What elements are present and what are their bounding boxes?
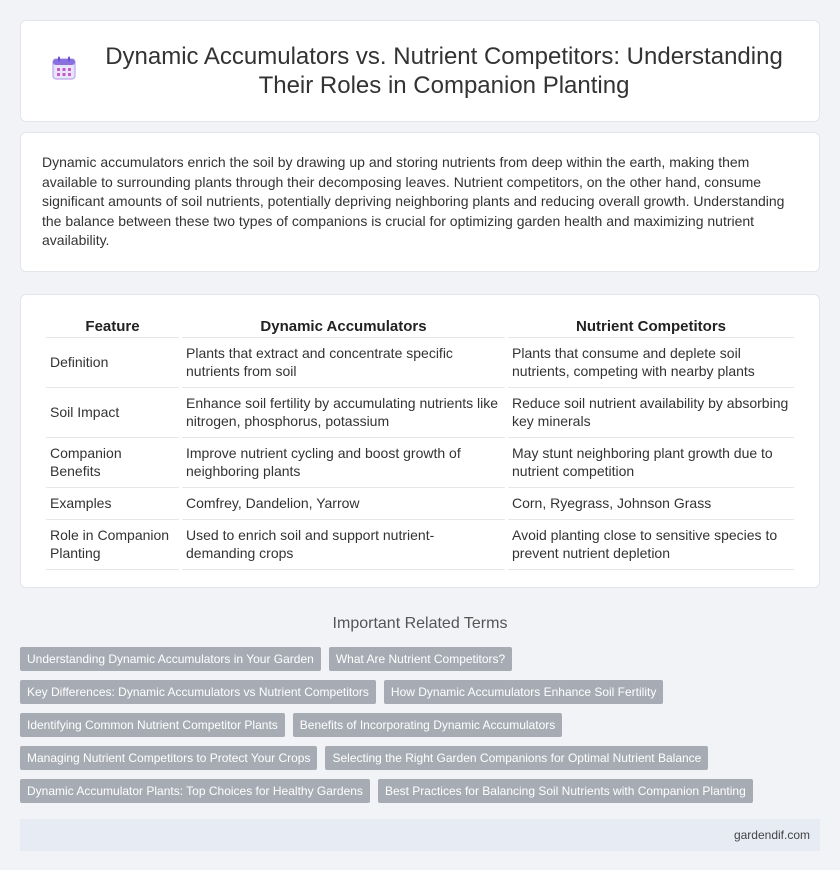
comparison-table-card [20,294,820,588]
related-term-tag[interactable]: Key Differences: Dynamic Accumulators vs Nutrient Competitors [20,680,376,704]
table-cell: Plants that consume and deplete soil nutrients, competing with nearby plants [508,338,794,388]
table-cell: Soil Impact [46,388,179,438]
related-term-tag[interactable]: Identifying Common Nutrient Competitor Plants [20,713,285,737]
related-term-tag[interactable]: Dynamic Accumulator Plants: Top Choices for Healthy Gardens [20,779,370,803]
table-cell: Plants that extract and concentrate specific nutrients from soil [182,338,505,388]
related-term-tag[interactable]: What Are Nutrient Competitors? [329,647,512,671]
table-cell: Examples [46,488,179,520]
footer [20,819,820,851]
table-row [46,438,794,488]
table-header-row [46,317,794,338]
header-nutrient-competitors: Nutrient Competitors [508,317,794,338]
page-title: Dynamic Accumulators vs. Nutrient Competitors: Understanding Their Roles in Companion Planting [105,43,783,99]
header-card [20,20,820,122]
header-dynamic-accumulators: Dynamic Accumulators [182,317,505,338]
related-term-tag[interactable]: How Dynamic Accumulators Enhance Soil Fertility [384,680,663,704]
table-cell: Role in Companion Planting [46,520,179,570]
table-row [46,388,794,438]
table-cell: Companion Benefits [46,438,179,488]
related-term-tag[interactable]: Understanding Dynamic Accumulators in Your Garden [20,647,321,671]
table-cell: Avoid planting close to sensitive species to prevent nutrient depletion [508,520,794,570]
table-row [46,520,794,570]
table-cell: Corn, Ryegrass, Johnson Grass [508,488,794,520]
table-row [46,338,794,388]
related-term-tag[interactable]: Benefits of Incorporating Dynamic Accumulators [293,713,562,737]
table-cell: Improve nutrient cycling and boost growth of neighboring plants [182,438,505,488]
header-feature: Feature [46,317,179,338]
table-cell: May stunt neighboring plant growth due to nutrient competition [508,438,794,488]
intro-text: Dynamic accumulators enrich the soil by drawing up and storing nutrients from deep within the earth, making them available to surrounding plants through their decomposing leaves. Nutrient competitors, on the other hand, consume significant amounts of soil nutrients, potentially depriving neighboring plants and reducing overall growth. Understanding the balance between these two types of companions is crucial for optimizing garden health and maximizing nutrient availability. [42,154,785,248]
comparison-table [43,317,797,570]
table-cell: Used to enrich soil and support nutrient-demanding crops [182,520,505,570]
table-cell: Definition [46,338,179,388]
related-terms-list [20,647,820,803]
related-term-tag[interactable]: Selecting the Right Garden Companions for Optimal Nutrient Balance [325,746,708,770]
table-cell: Comfrey, Dandelion, Yarrow [182,488,505,520]
calendar-icon [51,55,77,81]
related-terms-title: Important Related Terms [332,615,508,632]
related-term-tag[interactable]: Managing Nutrient Competitors to Protect Your Crops [20,746,317,770]
table-cell: Enhance soil fertility by accumulating nutrients like nitrogen, phosphorus, potassium [182,388,505,438]
related-term-tag[interactable]: Best Practices for Balancing Soil Nutrients with Companion Planting [378,779,753,803]
table-cell: Reduce soil nutrient availability by absorbing key minerals [508,388,794,438]
footer-site-link[interactable]: gardendif.com [733,828,810,842]
table-row [46,488,794,520]
intro-card [20,132,820,272]
